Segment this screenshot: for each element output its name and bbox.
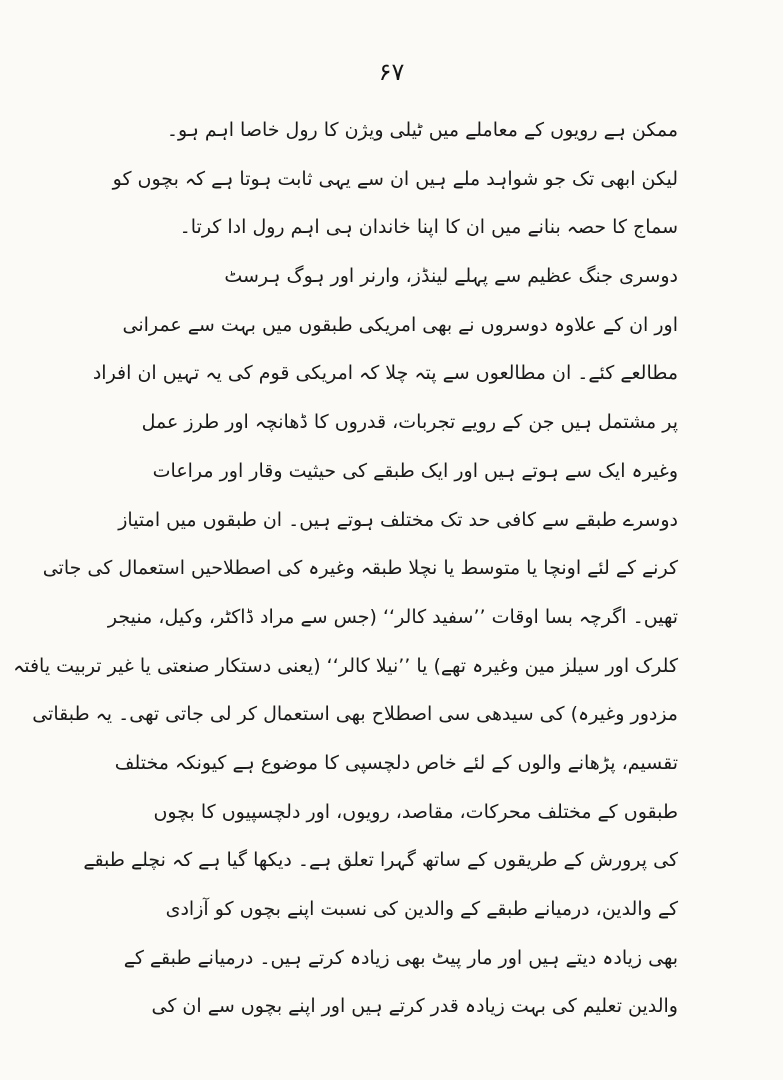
text-line: لیکن ابھی تک جو شواہد ملے ہیں ان سے یہی ثابت ہوتا ہے کہ بچوں کو — [112, 167, 678, 190]
text-line: کے والدین، درمیانے طبقے کے والدین کی نسبت اپنے بچوں کو آزادی — [165, 898, 678, 920]
text-line: مزدور وغیرہ) کی سیدھی سی اصطلاح بھی استعمال کر لی جاتی تھی۔ یہ طبقاتی — [32, 703, 678, 726]
text-line: تقسیم، پڑھانے والوں کے لئے خاص دلچسپی کا موضوع ہے کیونکہ مختلف — [114, 751, 678, 774]
text-line: وغیرہ ایک سے ہوتے ہیں اور ایک طبقے کی حیثیت وقار اور مراعات — [152, 459, 678, 482]
text-line: تھیں۔ اگرچہ بسا اوقات ’’سفید کالر‘‘ (جس سے مراد ڈاکٹر، وکیل، منیجر — [107, 605, 678, 628]
text-line: والدین تعلیم کی بہت زیادہ قدر کرتے ہیں اور اپنے بچوں سے ان کی — [151, 995, 678, 1018]
text-line: طبقوں کے مختلف محرکات، مقاصد، رویوں، اور دلچسپیوں کا بچوں — [153, 800, 678, 823]
text-line: سماج کا حصہ بنانے میں ان کا اپنا خاندان ہی اہم رول ادا کرتا۔ — [179, 216, 678, 239]
text-line: کرنے کے لئے اونچا یا متوسط یا نچلا طبقہ وغیرہ کی اصطلاحیں استعمال کی جاتی — [42, 557, 678, 580]
text-line: مطالعے کئے۔ ان مطالعوں سے پتہ چلا کہ امریکی قوم کی یہ تہیں ان افراد — [92, 362, 678, 385]
text-line: ممکن ہے رویوں کے معاملے میں ٹیلی ویژن کا رول خاصا اہم ہو۔ — [166, 119, 678, 141]
text-line: کلرک اور سیلز مین وغیرہ تھے) یا ’’نیلا کالر‘‘ (یعنی دستکار صنعتی یا غیر تربیت یافتہ — [13, 654, 678, 677]
text-line: دوسری جنگ عظیم سے پہلے لینڈز، وارنر اور ہوگ ہرسٹ — [224, 265, 678, 288]
text-line: اور ان کے علاوہ دوسروں نے بھی امریکی طبقوں میں بہت سے عمرانی — [122, 313, 678, 336]
body-text — [13, 106, 678, 1031]
text-line: کی پرورش کے طریقوں کے ساتھ گہرا تعلق ہے۔ دیکھا گیا ہے کہ نچلے طبقے — [83, 849, 678, 872]
page-number: ۶۷ — [378, 58, 405, 86]
text-line: بھی زیادہ دیتے ہیں اور مار پیٹ بھی زیادہ کرتے ہیں۔ درمیانے طبقے کے — [123, 946, 678, 969]
text-line: دوسرے طبقے سے کافی حد تک مختلف ہوتے ہیں۔ ان طبقوں میں امتیاز — [118, 508, 678, 531]
text-line: پر مشتمل ہیں جن کے رویے تجربات، قدروں کا ڈھانچہ اور طرز عمل — [141, 411, 678, 434]
